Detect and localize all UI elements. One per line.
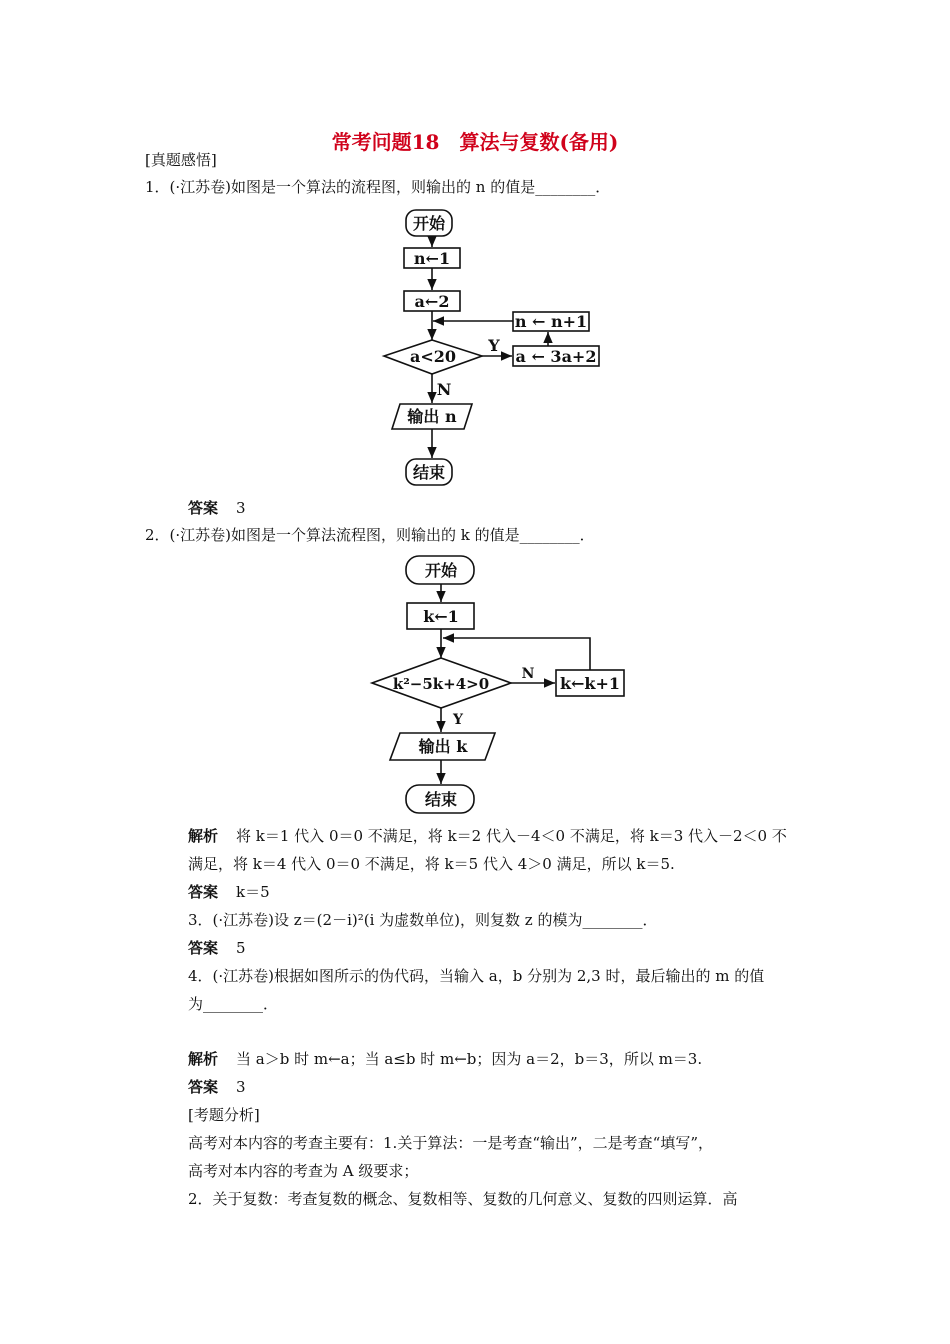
answer-2-value: k＝5 [236, 883, 270, 901]
solution-4-text: 当 a＞b 时 m←a；当 a≤b 时 m←b；因为 a＝2，b＝3，所以 m＝3. [236, 1050, 703, 1068]
answer-3 [188, 938, 246, 958]
question-4-line-1: 4．(·江苏卷)根据如图所示的伪代码，当输入 a，b 分别为 2,3 时，最后输出的 m 的值 [188, 967, 765, 985]
answer-2-label: 答案 [188, 883, 219, 901]
solution-4-label: 解析 [188, 1050, 219, 1068]
fc2-output: 输出 k [418, 737, 468, 756]
page-title: 常考问题18 算法与复数(备用) [331, 130, 619, 154]
fc2-no-label: N [521, 666, 535, 682]
fc1-n-init: n←1 [413, 249, 451, 268]
fc1-condition: a<20 [409, 347, 457, 366]
fc1-n-update: n ← n+1 [514, 312, 588, 331]
answer-3-label: 答案 [188, 939, 219, 957]
analysis-line-1: 高考对本内容的考查主要有：1.关于算法：一是考查“输出”，二是考查“填写”， [188, 1134, 713, 1152]
answer-1-value: 3 [236, 499, 246, 517]
fc1-output: 输出 n [407, 407, 457, 426]
fc1-no-label: N [436, 380, 452, 399]
fc2-yes-label: Y [453, 712, 463, 728]
answer-4-label: 答案 [188, 1078, 219, 1096]
solution-4 [188, 1049, 702, 1069]
section-heading-zhenti: [真题感悟] [145, 151, 217, 169]
answer-1-label: 答案 [188, 499, 219, 517]
solution-2-line-1 [188, 826, 787, 846]
fc2-k-update: k←k+1 [559, 674, 621, 693]
fc1-a-update: a ← 3a+2 [515, 347, 597, 366]
question-3: 3．(·江苏卷)设 z＝(2－i)²(i 为虚数单位)，则复数 z 的模为________． [188, 911, 658, 929]
answer-2 [188, 882, 270, 902]
fc1-start: 开始 [412, 214, 446, 233]
solution-2-label: 解析 [188, 827, 219, 845]
analysis-line-2: 高考对本内容的考查为 A 级要求； [188, 1162, 419, 1180]
solution-2-text: 将 k＝1 代入 0＝0 不满足，将 k＝2 代入－4＜0 不满足，将 k＝3 代入－2＜0 不 [236, 827, 787, 845]
fc2-start: 开始 [424, 561, 458, 580]
answer-1 [188, 498, 246, 518]
question-2: 2．(·江苏卷)如图是一个算法流程图，则输出的 k 的值是________． [145, 526, 595, 544]
fc2-k-init: k←1 [423, 607, 459, 626]
section-heading-analysis: [考题分析] [188, 1106, 260, 1124]
answer-4 [188, 1077, 246, 1097]
question-4-line-2: 为________． [188, 995, 279, 1013]
fc2-condition: k²−5k+4>0 [392, 675, 490, 693]
answer-4-value: 3 [236, 1078, 246, 1096]
solution-2-line-2: 满足，将 k＝4 代入 0＝0 不满足，将 k＝5 代入 4＞0 满足，所以 k＝5. [188, 855, 675, 873]
fc1-a-init: a←2 [414, 292, 450, 311]
question-1: 1．(·江苏卷)如图是一个算法的流程图，则输出的 n 的值是________． [145, 178, 611, 196]
fc1-end: 结束 [412, 463, 446, 482]
fc1-yes-label: Y [488, 336, 500, 355]
analysis-line-3: 2．关于复数：考查复数的概念、复数相等、复数的几何意义、复数的四则运算．高 [188, 1190, 738, 1208]
fc2-end: 结束 [424, 790, 458, 809]
answer-3-value: 5 [236, 939, 246, 957]
